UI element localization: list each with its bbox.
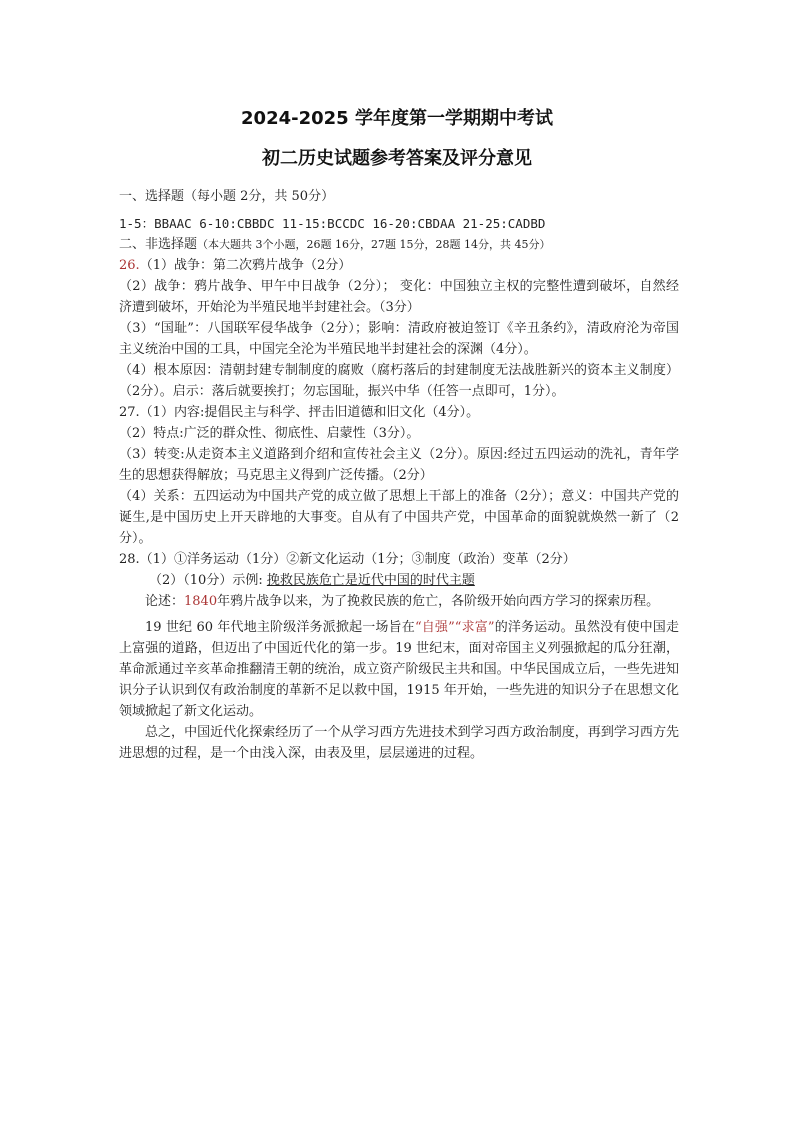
q27-part1: 27.（1）内容:提倡民主与科学、抨击旧道德和旧文化（4分）。 — [119, 405, 480, 420]
q28-body-a: 19 世纪 60 年代地主阶级洋务派掀起一场旨在 — [145, 620, 415, 635]
section2-heading-text: 二、非选择题 — [119, 237, 198, 252]
q28-argument-body — [119, 617, 679, 722]
q26-part4: （4）根本原因：清朝封建专制制度的腐败（腐朽落后的封建制度无法战胜新兴的资本主义制度）（2分）。启示：落后就要挨打；勿忘国耻，振兴中华（任答一点即可，1分）。 — [119, 363, 679, 399]
q28-argument-intro-text: 年鸦片战争以来，为了挽救民族的危亡，各阶级开始向西方学习的探索历程。 — [217, 594, 660, 609]
q28-thesis: 挽救民族危亡是近代中国的时代主题 — [266, 573, 475, 588]
q27-part2: （2）特点:广泛的群众性、彻底性、启蒙性（3分）。 — [119, 426, 420, 441]
q27-part4: （4）关系：五四运动为中国共产党的成立做了思想上干部上的准备（2分）；意义：中国共产党的诞生,是中国历史上开天辟地的大事变。自从有了中国共产党，中国革命的面貌就焕然一新了（2分）。 — [119, 489, 679, 546]
section2-heading — [119, 234, 679, 255]
q28-part1: 28.（1）①洋务运动（1分）②新文化运动（1分；③制度（政治）变革（2分） — [119, 552, 576, 567]
q28-argument-intro — [119, 591, 679, 612]
q28-argument-label: 论述： — [145, 594, 185, 609]
q28-slogan: “自强”“求富” — [414, 620, 495, 635]
q27-part3: （3）转变:从走资本主义道路到介绍和宣传社会主义（2分）。原因:经过五四运动的洗礼，青年学生的思想获得解放；马克思主义得到广泛传播。（2分） — [119, 447, 679, 483]
q28-part2 — [119, 570, 679, 591]
document-title: 2024-2025 学年度第一学期期中考试 — [241, 108, 553, 129]
q26-part3: （3）“国耻”：八国联军侵华战争（2分）；影响：清政府被迫签订《辛丑条约》，清政府沦为帝国主义统治中国的工具，中国完全沦为半殖民地半封建社会的深渊（4分）。 — [119, 321, 679, 357]
q28-year-1840: 1840 — [184, 594, 218, 609]
document-body — [119, 186, 679, 764]
q26-part2: （2）战争：鸦片战争、甲午中日战争（2分）； 变化：中国独立主权的完整性遭到破坏，自然经济遭到破坏，开始沦为半殖民地半封建社会。（3分） — [119, 279, 679, 315]
q26-number: 26. — [119, 258, 140, 273]
section2-heading-note: （本大题共 3个小题，26题 16分，27题 15分，28题 14分，共 45分） — [197, 238, 551, 251]
q28-conclusion: 总之，中国近代化探索经历了一个从学习西方先进技术到学习西方政治制度，再到学习西方先进思想的过程，是一个由浅入深，由表及里，层层递进的过程。 — [119, 725, 679, 761]
section1-answers: 1-5：BBAAC 6-10:CBBDC 11-15:BCCDC 16-20:CBDAA 21-25:CADBD — [119, 216, 546, 231]
q28-part2-prefix: （2）（10分）示例: — [149, 573, 267, 588]
section1-heading: 一、选择题（每小题 2分，共 50分） — [119, 189, 335, 204]
document-subtitle: 初二历史试题参考答案及评分意见 — [262, 148, 532, 169]
q26-part1 — [119, 255, 679, 276]
q26-part1-text: （1）战争：第二次鸦片战争（2分） — [139, 258, 352, 273]
q28-body-b: 的洋务运动。虽然没有使中国走上富强的道路，但迈出了中国近代化的第一步。19 世纪末，面对帝国主义列强掀起的瓜分狂潮，革命派通过辛亥革命推翻清王朝的统治，成立资产阶级民主共和国。中华民国成立后，一些先进知识分子认识到仅有政治制度的革新不足以救中国，1915 年开始，一些先进的知识分子在思想文化领域掀起了新文化运动。 — [119, 620, 679, 719]
